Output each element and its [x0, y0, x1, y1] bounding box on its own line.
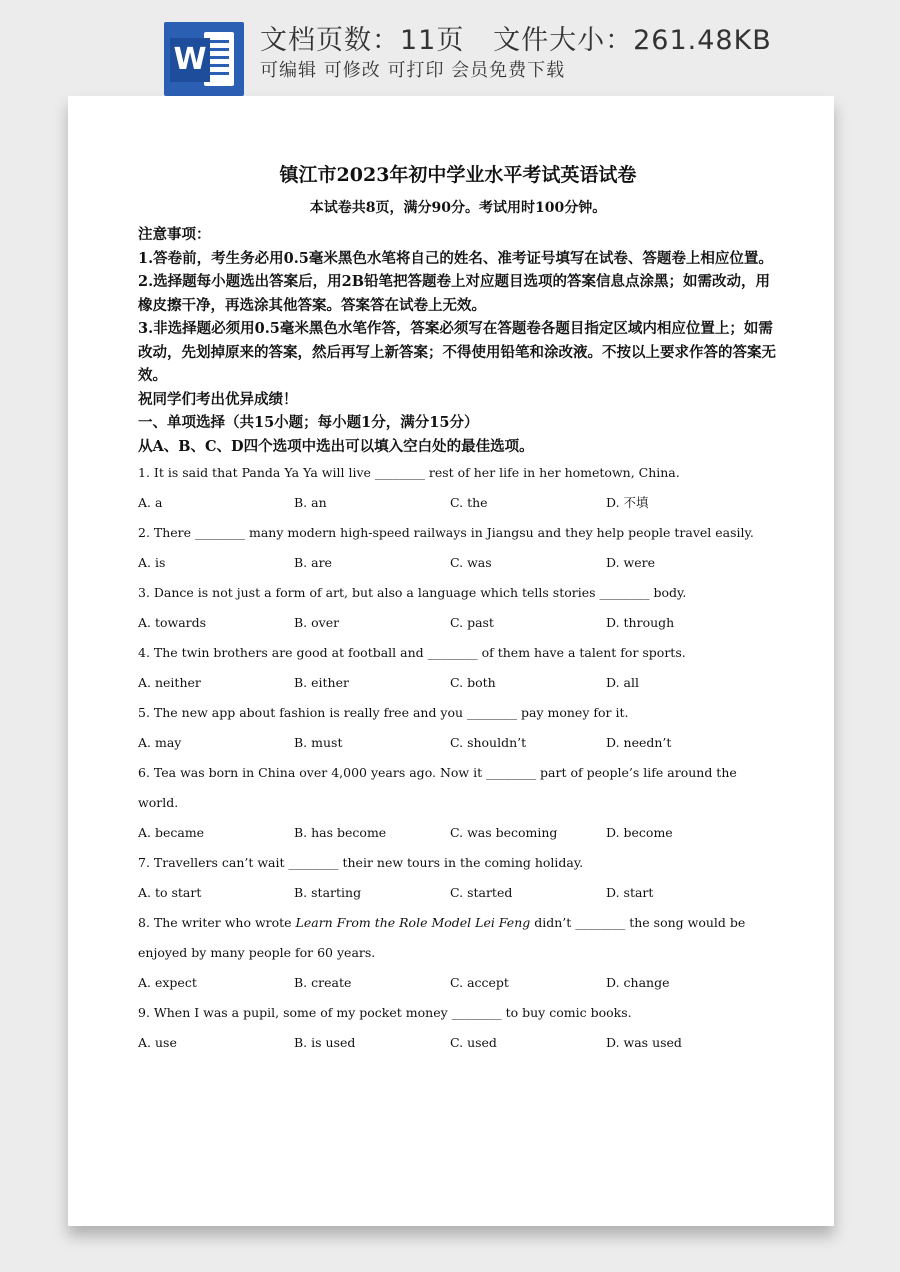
question-7: 7. Travellers can’t wait ________ their new tours in the coming holiday.: [138, 855, 584, 870]
option-a: A. may: [138, 735, 182, 750]
option-a: A. became: [138, 825, 205, 840]
option-a: A. expect: [138, 975, 197, 990]
option-a: A. to start: [138, 885, 202, 900]
option-b: B. must: [294, 735, 343, 750]
note-heading: 注意事项：: [138, 226, 211, 243]
option-a: A. use: [138, 1035, 177, 1050]
option-a: A. is: [138, 555, 166, 570]
option-c: C. both: [450, 675, 496, 690]
option-d: D. start: [606, 885, 654, 900]
option-b: B. create: [294, 975, 352, 990]
option-a: A. neither: [138, 675, 201, 690]
options-7: [138, 878, 778, 908]
options-2: [138, 548, 778, 578]
options-1: [138, 488, 778, 518]
option-c: C. shouldn’t: [450, 735, 527, 750]
option-c: C. started: [450, 885, 513, 900]
option-c: C. was becoming: [450, 825, 558, 840]
option-a: A. towards: [138, 615, 207, 630]
option-d: D. change: [606, 975, 670, 990]
good-luck-line: 祝同学们考出优异成绩！: [138, 390, 298, 408]
question-3: 3. Dance is not just a form of art, but also a language which tells stories ________ body.: [138, 585, 687, 600]
option-c: C. the: [450, 495, 488, 510]
question-4: 4. The twin brothers are good at football and ________ of them have a talent for sports.: [138, 645, 686, 660]
options-8: [138, 968, 778, 998]
option-c: C. past: [450, 615, 494, 630]
options-9: [138, 1028, 778, 1058]
question-9: 9. When I was a pupil, some of my pocket money ________ to buy comic books.: [138, 1005, 632, 1020]
option-b: B. are: [294, 555, 332, 570]
options-3: [138, 608, 778, 638]
file-info: 文档页数：11页 文件大小：261.48KB: [260, 25, 772, 56]
option-b: B. has become: [294, 825, 387, 840]
exam-subtitle: 本试卷共8页，满分90分。考试用时100分钟。: [309, 200, 607, 216]
document-page: [68, 96, 834, 1226]
question-8-end: didn’t ________ the song would be enjoyed by many people for 60 years.: [138, 915, 746, 960]
options-6: [138, 818, 778, 848]
question-1: 1. It is said that Panda Ya Ya will live ________ rest of her life in her hometown, China.: [138, 465, 680, 480]
option-b: B. is used: [294, 1035, 356, 1050]
note-item-3: 3.非选择题必须用0.5毫米黑色水笔作答，答案必须写在答题卷各题目指定区域内相应位置上；如需改动，先划掉原来的答案，然后再写上新答案；不得使用铅笔和涂改液。不按以上要求作答的答案无效。: [138, 320, 776, 384]
note-item-1: 1.答卷前，考生务必用0.5毫米黑色水笔将自己的姓名、准考证号填写在试卷、答题卷上相应位置。: [138, 249, 773, 267]
question-6: 6. Tea was born in China over 4,000 years ago. Now it ________ part of people’s life around the world.: [138, 765, 737, 810]
question-8: [138, 908, 778, 968]
option-c: C. accept: [450, 975, 509, 990]
exam-title: 镇江市2023年初中学业水平考试英语试卷: [279, 164, 637, 186]
note-item-2: 2.选择题每小题选出答案后，用2B铅笔把答题卷上对应题目选项的答案信息点涂黑；如需改动，用橡皮擦干净，再选涂其他答案。答案答在试卷上无效。: [138, 273, 770, 314]
option-d: D. through: [606, 615, 675, 630]
file-features: 可编辑 可修改 可打印 会员免费下载: [260, 60, 566, 81]
option-b: B. either: [294, 675, 349, 690]
option-d: D. become: [606, 825, 673, 840]
option-b: B. over: [294, 615, 340, 630]
option-d: D. 不填: [606, 495, 649, 510]
option-a: A. a: [138, 495, 163, 510]
question-8-start: 8. The writer who wrote: [138, 915, 296, 930]
section-heading: 一、单项选择（共15小题；每小题1分，满分15分）: [138, 414, 479, 431]
question-2: 2. There ________ many modern high-speed railways in Jiangsu and they help people travel easily.: [138, 525, 754, 540]
option-d: D. all: [606, 675, 639, 690]
section-instruction: 从A、B、C、D四个选项中选出可以填入空白处的最佳选项。: [138, 437, 534, 455]
option-d: D. was used: [606, 1035, 682, 1050]
header-banner: [0, 0, 900, 100]
book-title: Learn From the Role Model Lei Feng: [295, 915, 531, 930]
option-b: B. an: [294, 495, 327, 510]
word-letter: W: [170, 38, 210, 82]
options-5: [138, 728, 778, 758]
question-5: 5. The new app about fashion is really free and you ________ pay money for it.: [138, 705, 629, 720]
option-c: C. used: [450, 1035, 497, 1050]
word-document-icon: [164, 22, 244, 96]
option-c: C. was: [450, 555, 492, 570]
options-4: [138, 668, 778, 698]
option-b: B. starting: [294, 885, 362, 900]
option-d: D. needn’t: [606, 735, 672, 750]
option-d: D. were: [606, 555, 655, 570]
document-content: [138, 160, 778, 1058]
